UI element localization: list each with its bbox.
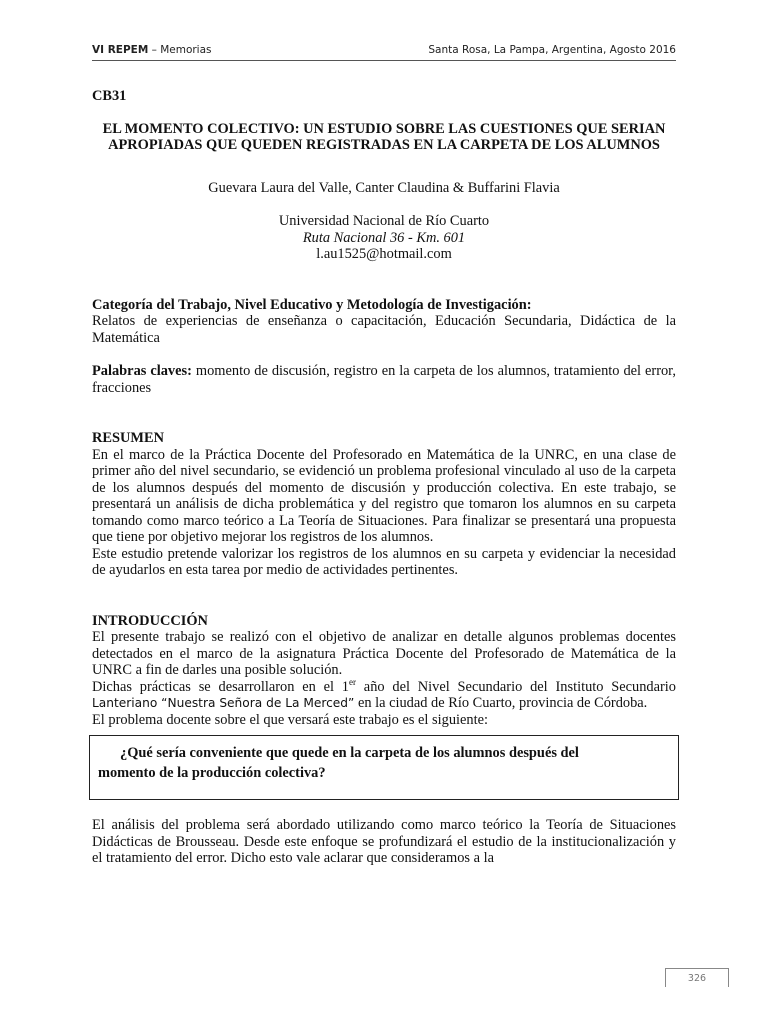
- school-name: Lanteriano “Nuestra Señora de La Merced”: [92, 696, 355, 710]
- intro-p2-end: en la ciudad de Río Cuarto, provincia de Córdoba.: [354, 695, 648, 711]
- email: l.au1525@hotmail.com: [316, 246, 452, 262]
- affiliation: Universidad Nacional de Río Cuarto: [278, 213, 490, 229]
- intro-p2-mid: año del Nivel Secundario del Instituto Secundario: [356, 678, 676, 695]
- abstract-paragraph-1: En el marco de la Práctica Docente del Profesorado en Matemática de la UNRC, en una clase de primer año del nivel secundario, se evidenció un problema profesional vinculado al uso de la carpeta de los alumnos después del momento de discusión y producción colectiva. En este trabajo, se presentará un análisis de dicha problemática y del registro que tomaron los alumnos en su carpeta tomando como marco teórico a La Teoría de Situaciones. Para finalizar se presentará una propuesta que tiene por objetivo mejorar los registros de los alumnos.: [92, 446, 676, 545]
- intro-paragraph-2: [92, 676, 676, 712]
- keywords-label: Palabras claves:: [92, 363, 192, 379]
- abstract-heading: RESUMEN: [92, 430, 164, 446]
- page-number: 326: [665, 968, 729, 987]
- affiliation-block: [92, 213, 676, 263]
- question-line-2: momento de la producción colectiva?: [98, 765, 326, 781]
- abstract-paragraph-2: Este estudio pretende valorizar los registros de los alumnos en su carpeta y evidenciar la necesidad de ayudarlos en esta tarea por medio de actividades pertinentes.: [92, 545, 676, 578]
- conference-name: VI REPEM: [92, 44, 149, 56]
- header-left: [92, 44, 212, 56]
- category-label: Categoría del Trabajo, Nivel Educativo y Metodología de Investigación:: [92, 296, 532, 313]
- category-block: [92, 297, 676, 347]
- question-line-1: ¿Qué sería conveniente que quede en la carpeta de los alumnos después del: [120, 745, 579, 761]
- intro-p2-start: Dichas prácticas se desarrollaron en el 1: [92, 678, 349, 695]
- header-location-date: Santa Rosa, La Pampa, Argentina, Agosto 2016: [428, 44, 676, 56]
- header-section: – Memorias: [148, 44, 212, 56]
- question-box: [89, 735, 679, 800]
- keywords-text: momento de discusión, registro en la carpeta de los alumnos, tratamiento del error, fracciones: [92, 363, 676, 396]
- category-text: Relatos de experiencias de enseñanza o capacitación, Educación Secundaria, Didáctica de la Matemática: [92, 313, 676, 346]
- paper-authors: Guevara Laura del Valle, Canter Claudina & Buffarini Flavia: [208, 179, 560, 196]
- paper-code: CB31: [92, 88, 127, 104]
- ordinal-superscript: er: [349, 676, 356, 687]
- introduction-heading: INTRODUCCIÓN: [92, 612, 208, 629]
- running-header: [92, 44, 676, 61]
- paper-title: EL MOMENTO COLECTIVO: UN ESTUDIO SOBRE LAS CUESTIONES QUE SERIAN APROPIADAS QUE QUEDEN REGISTRADAS EN LA CARPETA DE LOS ALUMNOS: [102, 120, 666, 153]
- abstract-section: [92, 430, 676, 579]
- closing-paragraph: El análisis del problema será abordado utilizando como marco teórico la Teoría de Situaciones Didácticas de Brousseau. Desde este enfoque se profundizará el estudio de la institucionalización y el tratamiento del error. Dicho esto vale aclarar que consideramos a la: [92, 817, 676, 866]
- address: Ruta Nacional 36 - Km. 601: [302, 229, 466, 246]
- keywords: [92, 363, 676, 396]
- paper-body: [92, 88, 676, 867]
- intro-paragraph-1: El presente trabajo se realizó con el objetivo de analizar en detalle algunos problemas docentes detectados en el marco de la asignatura Práctica Docente del Profesorado de Matemática de la UNRC a fin de darles una posible solución.: [92, 629, 676, 678]
- intro-paragraph-3: El problema docente sobre el que versará este trabajo es el siguiente:: [92, 711, 488, 728]
- introduction-section: [92, 613, 676, 729]
